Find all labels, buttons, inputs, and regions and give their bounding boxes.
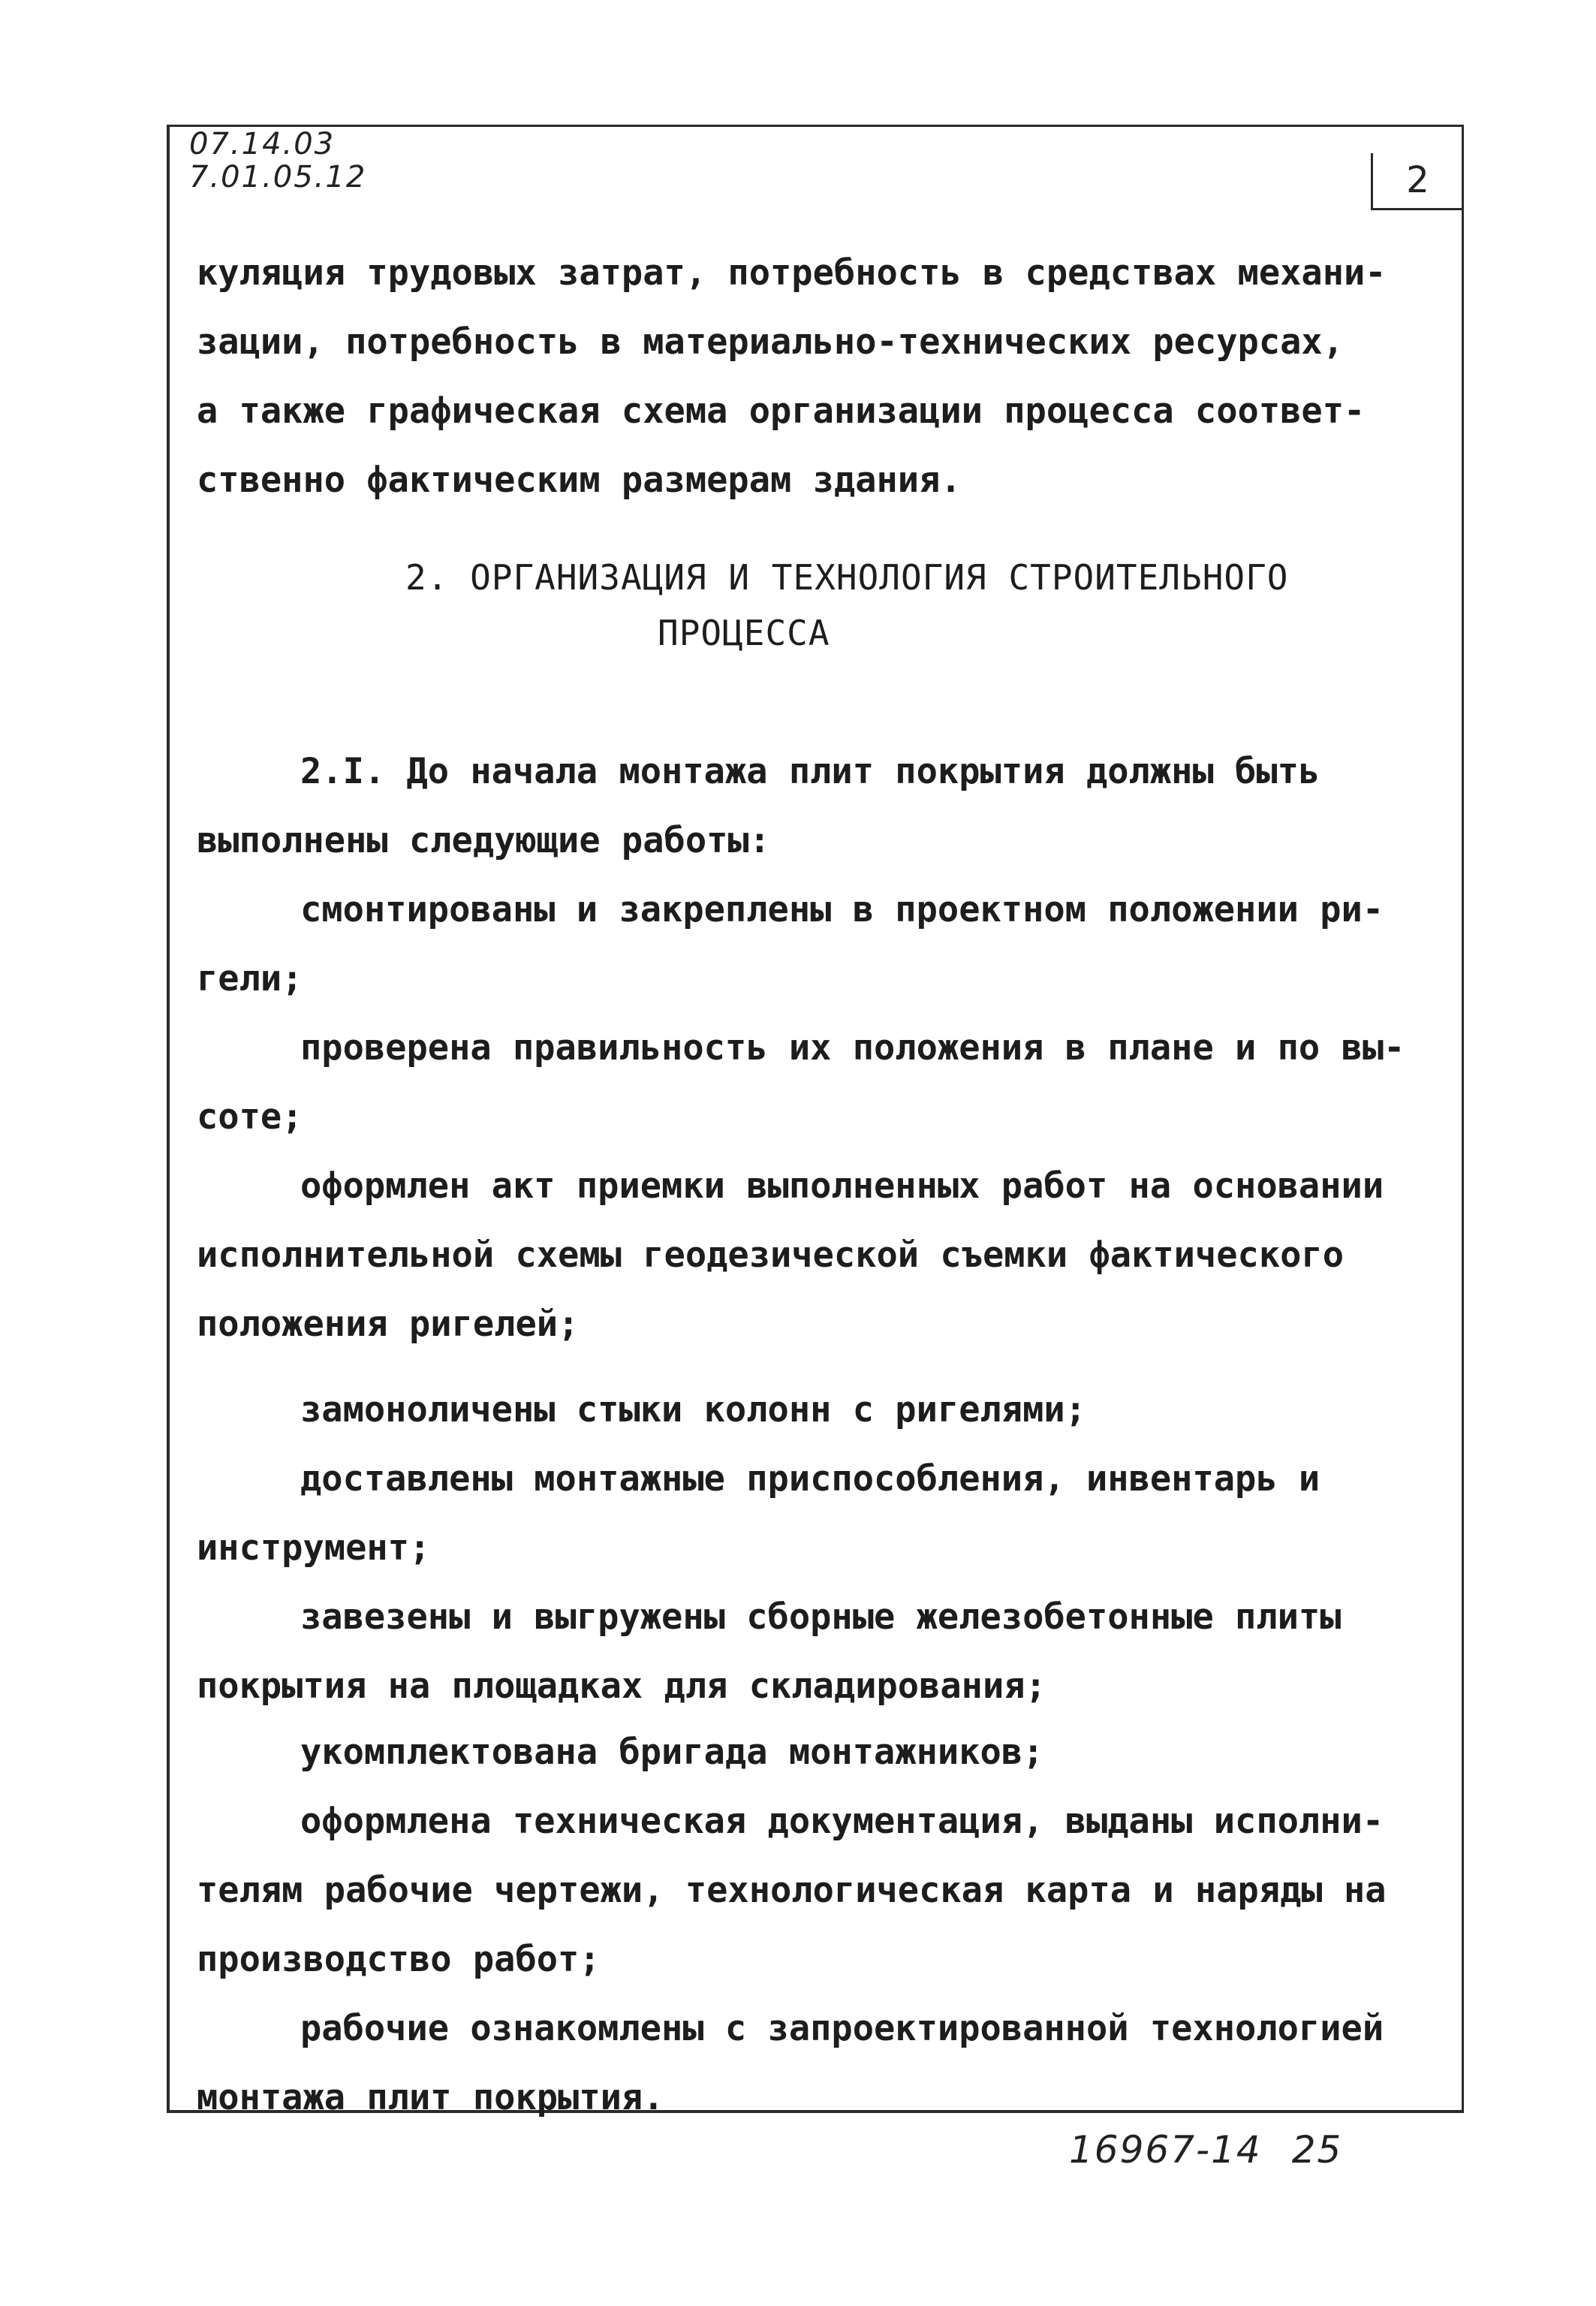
body-line: инструмент; bbox=[197, 1527, 431, 1569]
body-line: 2.I. До начала монтажа плит покрытия должны быть bbox=[300, 751, 1320, 792]
section-title-line-1: 2. ОРГАНИЗАЦИЯ И ТЕХНОЛОГИЯ СТРОИТЕЛЬНОГО bbox=[405, 557, 1289, 598]
intro-line: куляция трудовых затрат, потребность в средствах механи- bbox=[197, 252, 1387, 294]
body-line: проверена правильность их положения в плане и по вы- bbox=[300, 1027, 1405, 1069]
body-line: гели; bbox=[197, 958, 303, 999]
intro-line: ственно фактическим размерам здания. bbox=[197, 460, 962, 501]
body-line: покрытия на площадках для складирования; bbox=[197, 1665, 1046, 1707]
body-line: производство работ; bbox=[197, 1939, 601, 1980]
footer-page: 25 bbox=[1291, 2128, 1343, 2172]
body-line: укомплектована бригада монтажников; bbox=[300, 1732, 1044, 1773]
body-line: исполнительной схемы геодезической съемки фактического bbox=[197, 1234, 1345, 1276]
document-code-1: 07.14.03 bbox=[189, 127, 336, 161]
body-line: выполнены следующие работы: bbox=[197, 820, 771, 861]
body-line: завезены и выгружены сборные железобетонные плиты bbox=[300, 1596, 1342, 1638]
body-line: оформлена техническая документация, выданы исполни- bbox=[300, 1801, 1384, 1842]
sheet-number-box bbox=[1371, 153, 1462, 210]
sheet-number: 2 bbox=[1406, 159, 1429, 201]
document-code-2: 7.01.05.12 bbox=[189, 160, 367, 194]
body-line: смонтированы и закреплены в проектном положении ри- bbox=[300, 889, 1384, 930]
body-line: доставлены монтажные приспособления, инвентарь и bbox=[300, 1458, 1320, 1500]
body-line: оформлен акт приемки выполненных работ на основании bbox=[300, 1165, 1384, 1207]
body-line: соте; bbox=[197, 1096, 303, 1138]
body-line: положения ригелей; bbox=[197, 1304, 580, 1345]
document-codes bbox=[189, 128, 366, 194]
intro-line: а также графическая схема организации процесса соответ- bbox=[197, 390, 1366, 432]
body-line: монтажа плит покрытия. bbox=[197, 2077, 664, 2118]
footer-stamp bbox=[1069, 2128, 1372, 2172]
body-line: замоноличены стыки колонн с ригелями; bbox=[300, 1389, 1086, 1430]
body-line: телям рабочие чертежи, технологическая карта и наряды на bbox=[197, 1870, 1387, 1911]
intro-line: зации, потребность в материально-технических ресурсах, bbox=[197, 321, 1345, 363]
body-line: рабочие ознакомлены с запроектированной технологией bbox=[300, 2008, 1384, 2049]
section-title-line-2: ПРОЦЕССА bbox=[658, 613, 830, 653]
footer-doc-number: 16967-14 bbox=[1069, 2128, 1262, 2172]
